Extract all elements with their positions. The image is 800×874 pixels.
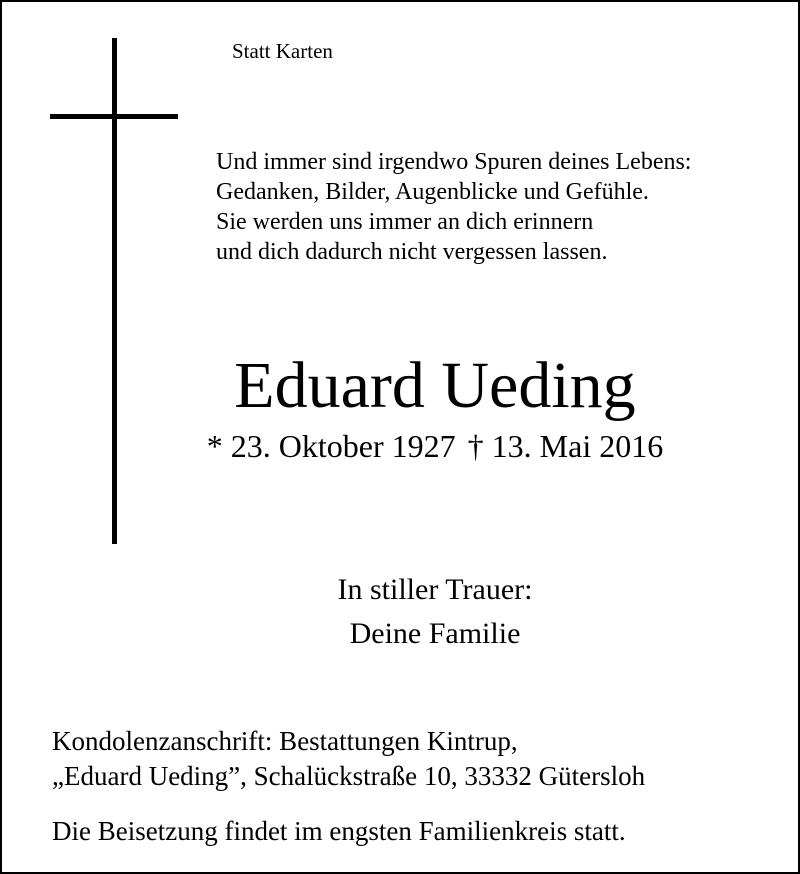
life-dates bbox=[2, 427, 800, 465]
mourning-heading: In stiller Trauer: bbox=[337, 573, 533, 606]
death-date: † 13. Mai 2016 bbox=[467, 428, 664, 464]
poem-line: und dich dadurch nicht vergessen lassen. bbox=[216, 239, 608, 265]
cross-horizontal-bar bbox=[50, 114, 178, 119]
condolence-line: „Eduard Ueding”, Schalückstraße 10, 33332 Gütersloh bbox=[52, 761, 646, 791]
condolence-address bbox=[52, 724, 645, 794]
condolence-line: Kondolenzanschrift: Bestattungen Kintrup, bbox=[52, 726, 518, 756]
poem-line: Sie werden uns immer an dich erinnern bbox=[216, 209, 594, 235]
poem-line: Gedanken, Bilder, Augenblicke und Gefühle. bbox=[216, 179, 649, 205]
mourning-section bbox=[2, 568, 800, 656]
burial-note: Die Beisetzung findet im engsten Familienkreis statt. bbox=[52, 816, 626, 846]
mourning-family: Deine Familie bbox=[349, 617, 521, 650]
birth-date: * 23. Oktober 1927 bbox=[206, 428, 456, 464]
deceased-name: Eduard Ueding bbox=[234, 349, 636, 422]
poem bbox=[216, 147, 691, 267]
poem-line: Und immer sind irgendwo Spuren deines Lebens: bbox=[216, 149, 692, 175]
header-note: Statt Karten bbox=[232, 39, 333, 63]
